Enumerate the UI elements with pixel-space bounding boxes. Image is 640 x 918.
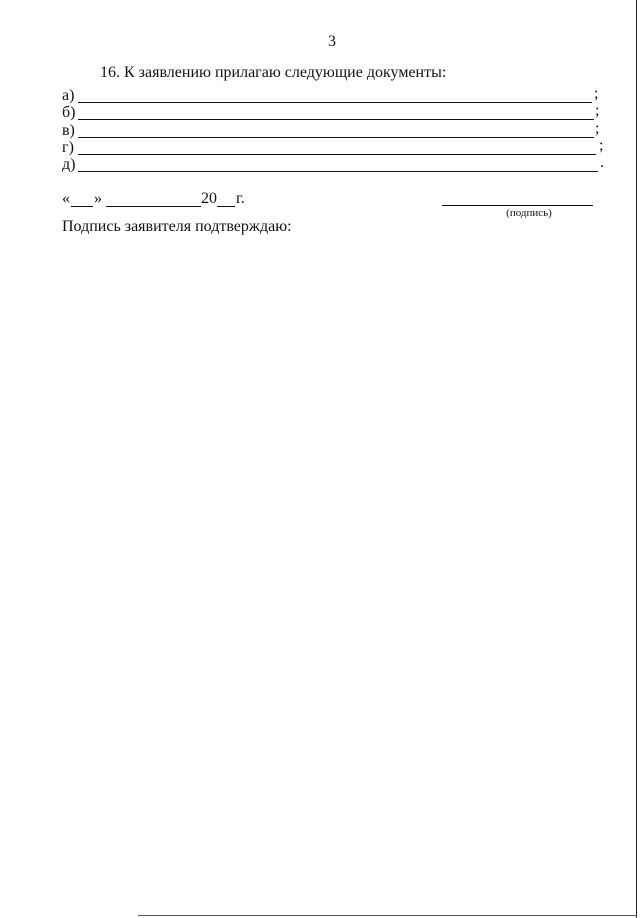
applicant-signature-confirmation: Подпись заявителя подтверждаю: [62, 218, 292, 235]
document-line-blank[interactable] [78, 119, 594, 120]
date-year-prefix: 20 [201, 190, 217, 207]
date-month-blank[interactable] [106, 206, 201, 207]
document-line-end: . [600, 154, 604, 171]
date-open-quote: « [62, 190, 70, 207]
document-line-end: ; [595, 102, 600, 119]
document-line-end: ; [595, 120, 600, 137]
document-line-letter: д) [62, 156, 76, 173]
document-line-v[interactable] [62, 122, 602, 140]
document-line-g[interactable] [62, 139, 607, 157]
document-line-letter: б) [62, 104, 76, 121]
scan-frame-bottom-edge [138, 915, 637, 916]
date-close-quote: » [94, 190, 102, 207]
document-line-b[interactable] [62, 104, 602, 122]
section-heading: 16. К заявлению прилагаю следующие документы: [100, 64, 447, 81]
document-line-letter: в) [62, 122, 75, 139]
scan-frame-right-edge [636, 0, 637, 918]
signature-caption: (подпись) [506, 207, 552, 219]
date-year-blank[interactable] [217, 206, 235, 207]
date-year-suffix: г. [236, 190, 245, 207]
page-number: 3 [328, 33, 336, 50]
document-line-blank[interactable] [78, 137, 594, 138]
date-day-blank[interactable] [71, 206, 93, 207]
document-line-letter: а) [62, 87, 75, 104]
document-line-blank[interactable] [78, 102, 592, 103]
document-line-end: ; [594, 85, 599, 102]
document-line-letter: г) [62, 139, 74, 156]
signature-line[interactable] [442, 205, 593, 206]
document-line-a[interactable] [62, 87, 602, 105]
document-line-d[interactable] [62, 156, 607, 174]
document-line-blank[interactable] [78, 154, 596, 155]
document-line-blank[interactable] [78, 171, 598, 172]
document-line-end: ; [599, 137, 604, 154]
